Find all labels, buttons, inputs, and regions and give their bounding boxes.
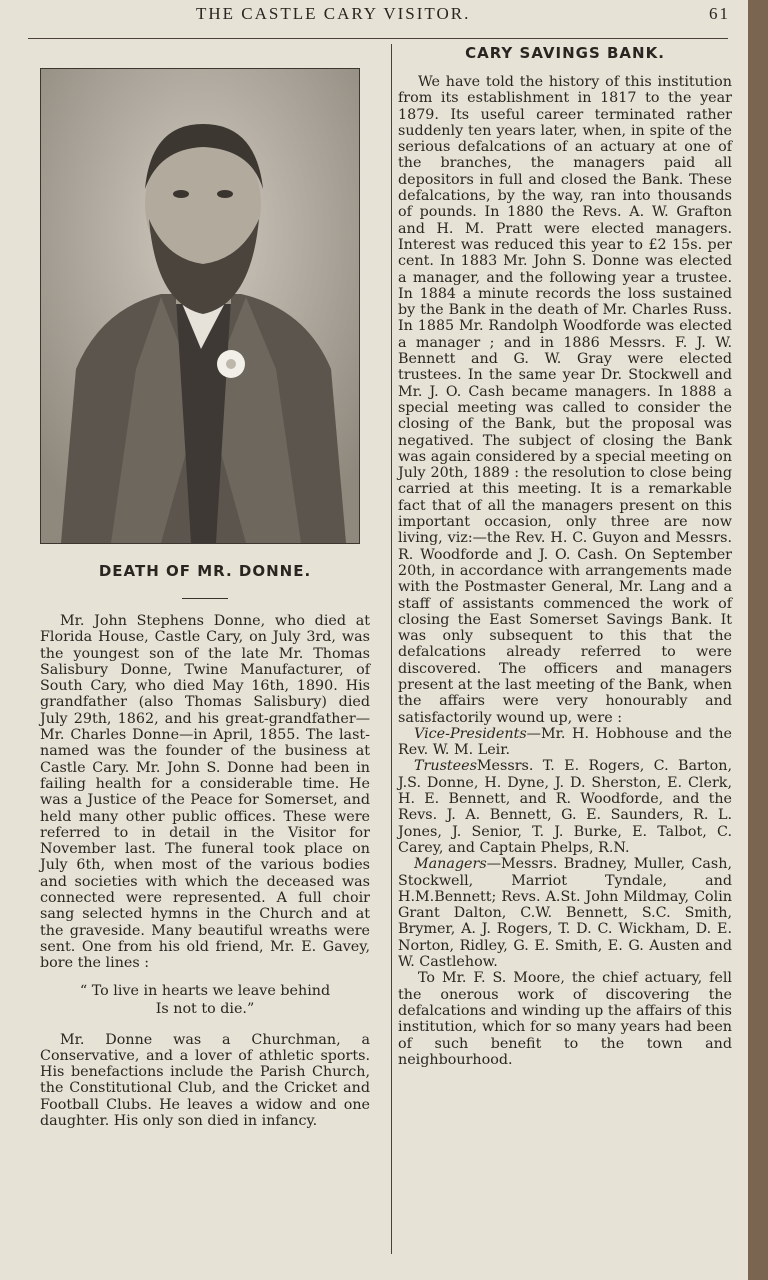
portrait-illustration bbox=[41, 69, 359, 543]
quote-line-1: “ To live in hearts we leave behind bbox=[79, 982, 331, 999]
trustees-label: Trustees bbox=[414, 758, 477, 775]
obituary-paragraph-1: Mr. John Stephens Donne, who died at Florida House, Castle Cary, on July 3rd, was the youngest son of the late Mr. Thomas Salisbury Donne, Twine Manufacturer, of South Cary, who died May 16th, 1890. His grandfather (also Thomas Salisbury) died July 29th, 1862, and his great-grandfather—Mr. Charles Donne—in April, 1855. The last-named was the founder of the business at Castle Cary. Mr. John S. Donne had been in failing health for a considerable time. He was a Justice of the Peace for Somerset, and held many other public offices. These were referred to in detail in the Visitor for November last. The funeral took place on July 6th, when most of the various bodies and societies with which the deceased was connected were represented. A full choir sang selected hymns in the Church and at the graveside. Many beautiful wreaths were sent. One from his old friend, Mr. E. Gavey, bore the lines : bbox=[40, 613, 370, 972]
obituary-paragraph-2: Mr. Donne was a Churchman, a Conservative, and a lover of athletic sports. His benefactions include the Parish Church, the Constitutional Club, and the Cricket and Football Clubs. He leaves a widow and one daughter. His only son died in infancy. bbox=[40, 1031, 370, 1130]
managers-text: —Messrs. Bradney, Muller, Cash, Stockwell, Marriot Tyndale, and H.M.Bennett; Revs. A.St. John Mildmay, Colin Grant Dalton, C.W. Bennett, S.C. Smith, Brymer, A. J. Rogers, T. D. C. Wickham, D. E. Norton, Ridley, G. E. Smith, E. G. Austen and W. Castlehow. bbox=[398, 856, 732, 971]
trustees-text: Messrs. T. E. Rogers, C. Barton, J.S. Donne, H. Dyne, J. D. Sherston, E. Clerk, H. E. Bennett, and R. Woodforde, and the Revs. J. A. Bennett, G. E. Saunders, R. L. Jones, J. Senior, T. J. Burke, E. Talbot, C. Carey, and Captain Phelps, R.N. bbox=[398, 758, 732, 856]
portrait-photo bbox=[40, 68, 360, 544]
article-heading-bank: CARY SAVINGS BANK. bbox=[465, 44, 665, 62]
page-number: 61 bbox=[709, 4, 730, 23]
memorial-quote bbox=[40, 982, 370, 1018]
vice-presidents-text: —Mr. H. Hobhouse and the Rev. W. M. Leir. bbox=[398, 725, 732, 759]
bank-paragraph-final: To Mr. F. S. Moore, the chief actuary, fell the onerous work of discovering the defalcations and winding up the affairs of this institution, which for so many years had been of such benefit to the town and neighbourhood. bbox=[398, 970, 732, 1068]
article-heading-death: DEATH OF MR. DONNE. bbox=[98, 562, 312, 580]
page-edge bbox=[748, 0, 768, 1280]
right-column bbox=[398, 44, 732, 1068]
managers-entry bbox=[398, 856, 732, 970]
page-header bbox=[30, 4, 730, 26]
left-column bbox=[40, 562, 370, 1129]
bank-paragraph-1: We have told the history of this institution from its establishment in 1817 to the year 1879. Its useful career terminated rather suddenly ten years later, when, in spite of the serious defalcations of an actuary at one of the branches, the managers paid all depositors in full and closed the Bank. These defalcations, by the way, ran into thousands of pounds. In 1880 the Revs. A. W. Grafton and H. M. Pratt were elected managers. Interest was reduced this year to £2 15s. per cent. In 1883 Mr. John S. Donne was elected a manager, and the following year a trustee. In 1884 a minute records the loss sustained by the Bank in the death of Mr. Charles Russ. In 1885 Mr. Randolph Woodforde was elected a manager ; and in 1886 Messrs. F. J. W. Bennett and G. W. Gray were elected trustees. In the same year Dr. Stockwell and Mr. J. O. Cash became managers. In 1888 a special meeting was called to consider the closing of the Bank, but the proposal was negatived. The subject of closing the Bank was again considered by a special meeting on July 20th, 1889 : the resolution to close being carried at this meeting. It is a remarkable fact that of all the managers present on this important occasion, only three are now living, viz:—the Rev. H. C. Guyon and Messrs. R. Woodforde and J. O. Cash. On September 20th, in accordance with arrangements made with the Postmaster General, Mr. Lang and a staff of assistants commenced the work of closing the East Somerset Savings Bank. It was only subsequent to this that the defalcations already referred to were discovered. The officers and managers present at the last meeting of the Bank, when the affairs were very honourably and satisfactorily wound up, were : bbox=[398, 74, 732, 726]
managers-label: Managers bbox=[414, 856, 487, 873]
vice-presidents-entry bbox=[398, 726, 732, 759]
heading-rule bbox=[182, 598, 228, 599]
quote-line-2: Is not to die.” bbox=[155, 1000, 255, 1017]
header-rule bbox=[28, 38, 728, 39]
trustees-entry bbox=[398, 758, 732, 856]
publication-title: THE CASTLE CARY VISITOR. bbox=[196, 4, 471, 23]
column-divider bbox=[391, 44, 392, 1254]
vice-presidents-label: Vice-Presidents bbox=[414, 725, 527, 742]
